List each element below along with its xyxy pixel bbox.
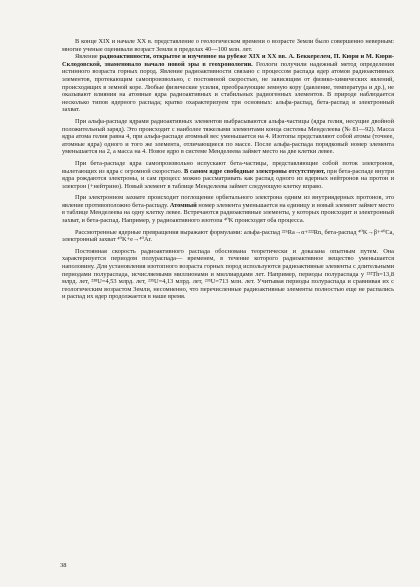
text-column [62,38,394,301]
paragraph-electron-capture [62,194,394,224]
text-run: Встречаются радиоактивные элементы, у которых происходит и электронный захват, и бета-распад. Например, у радиоактивного изотопа ⁴⁰K происходят оба процесса. [62,209,394,225]
text-run: Рассмотренные ядерные превращения выражают формулами: альфа-распад ²²⁶Ra→α+²²²Rn, бета-распад ⁴⁰K→β+⁴⁰Ca, электронный захват ⁴⁰K+e→⁴⁰Ar. [62,228,394,244]
text-run: В самом ядре свободные электроны отсутствуют, [184,167,326,175]
text-run: Постоянная скорость радиоактивного распада обоснована теоретически и доказана опытным путем. Она характеризуется периодом полураспада— временем, в течение которого радиоактивное вещество уменьшается наполовину. Для установления изотопного возраста горных пород используются радиоактивные элементы с длительными периодами полураспада, исчисляемыми миллионами и миллиардами лет. Например, периоды полураспада у ²³²Th=13,8 млрд. лет, ²³⁸U=4,53 млрд. лет, ²³⁵U=4,13 млрд. лет, ²³⁵U=713 млн. лет. Учитывая периоды полураспада и сравнивая их с геологическим возрастом Земли, несомненно, что перечисленные радиоактивные элементы полностью еще не распались и распад их ядер продолжается в наше время. [62,247,394,301]
paragraph-half-life [62,248,394,301]
paragraph-beta-decay [62,160,394,190]
text-run: В конце XIX и начале XX в. представление о геологическом времени о возрасте Земли было совершенно неверным: многие ученые оценивали возраст Земли в пределах 40—100 млн. лет. [62,38,394,53]
text-run: При альфа-распаде ядрами радиоактивных элементов выбрасываются альфа-частицы (ядра гелия, несущие двойной положительный заряд). Это происходит с наиболее тяжелыми элементами конца системы Менделеева (№ 81—92). Масса ядра атома гелия равна 4, при альфа-распаде атомный вес уменьшается на 4. Изотопы представляют собой атомы (точнее, атомные ядра) одного и того же элемента, отличающиеся по массе. После альфа-распада порядковый номер элемента уменьшается на 2, а масса на 4. Новое ядро в системе Менделеева займет место на две клетки левее. [62,117,394,156]
paragraph-formulas [62,229,394,244]
text-run: при бета-распаде внутри ядра рождаются электроны, и сам процесс можно рассматривать как распад одного из ядерных нейтронов на протон и электрон (+нейтрино). Новый элемент в таблице Менделеева займет следующую клетку вправо. [62,167,394,190]
text-run: При бета-распаде ядра самопроизвольно испускают бета-частицы, представляющие собой поток электронов, вылетающих из ядра с огромной скоростью. [62,159,394,175]
text-run: Атомный [169,201,197,209]
text-run: При электронном захвате происходит поглощение орбитального электрона одним из внутриядерных протонов, это явление противоположно бета-распаду. [62,194,394,209]
text-run: Явление [75,53,100,61]
text-run: номер элемента уменьшается на единицу и новый элемент займет место в таблице Менделеева на одну клетку левее. [62,201,394,217]
paragraph-alpha-decay [62,118,394,156]
paragraph-intro [62,38,394,53]
text-run: радиоактивности, открытое и изученное на рубеже XIX и XX вв. А. Беккерелем, П. Кюри и М. Кюри-Склодовской, знаменовало начало новой эры в геохронологии. [62,53,394,68]
text-run: Геологи получили надежный метод определения истинного возраста горных пород. Явление радиоактивности связано с процессом распада ядер атомов радиоактивных элементов, протекающим самопроизвольно, с постоянной скоростью, не зависящим от физико-химических явлений, происходящих в земной коре. Любые физические усилия, преобразующие земную кору (давление, температура и др.), не оказывают влияния на атомные ядра радиоактивных и стабильных радиогенных элементов. В природе наблюдается несколько типов ядерного распада; кратко охарактеризуем три основных: альфа-распад, бета-распад и электронный захват. [62,60,394,114]
paragraph-radioactivity [62,53,394,114]
page-number: 38 [60,562,67,569]
